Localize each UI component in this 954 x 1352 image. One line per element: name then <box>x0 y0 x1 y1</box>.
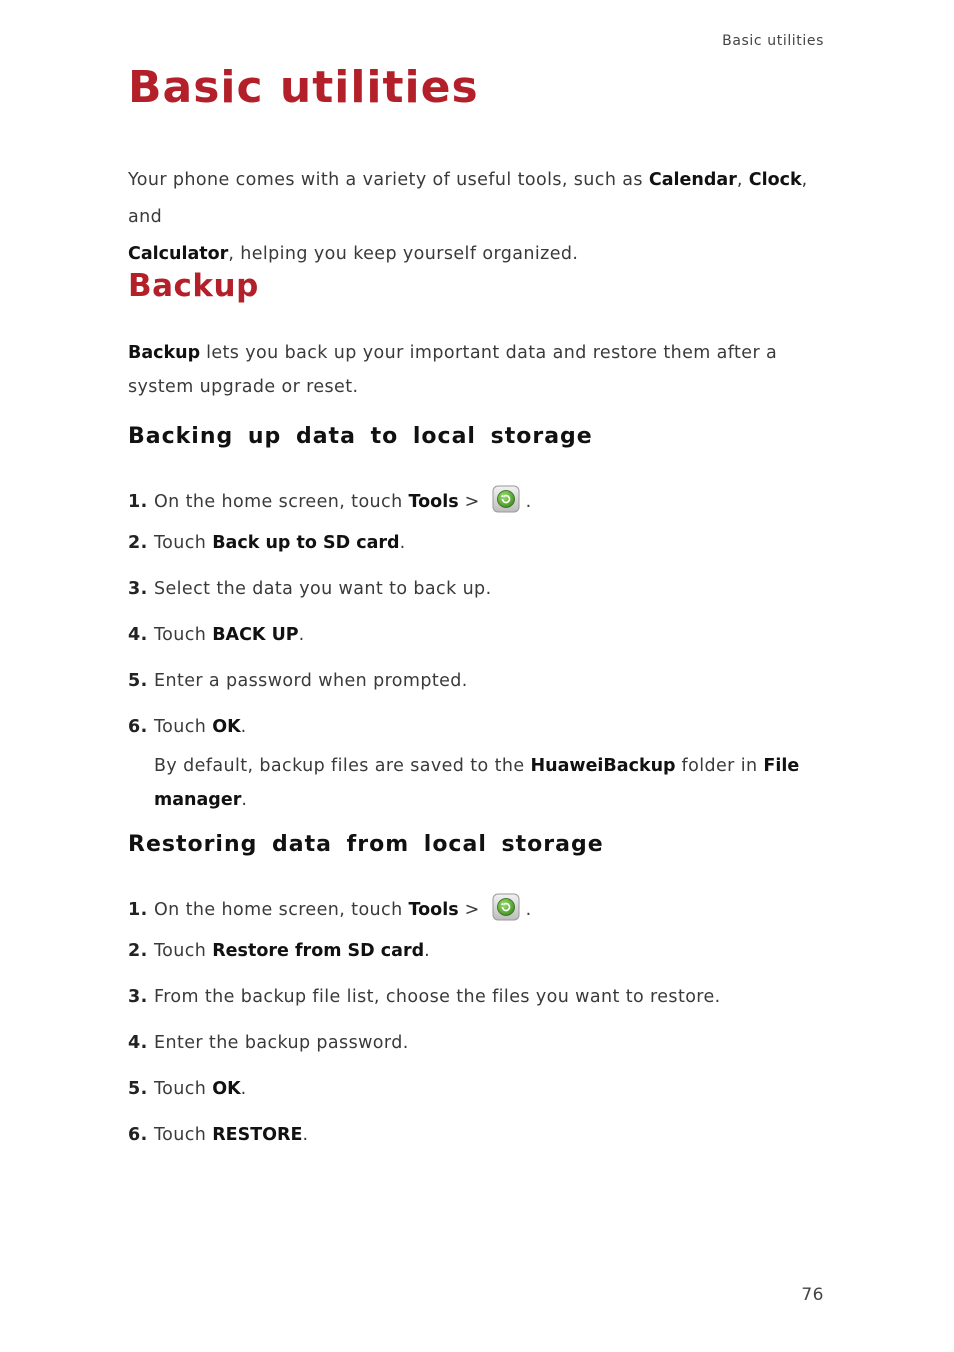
step-term: Back up to SD card <box>212 533 400 553</box>
step-number: 3. <box>128 579 148 599</box>
step-text: Select the data you want to back up. <box>154 579 492 599</box>
step-text: Touch <box>154 533 213 553</box>
step-number: 6. <box>128 1125 148 1145</box>
step-number: 6. <box>128 717 148 737</box>
restore-step-1 <box>128 893 828 939</box>
backup-step-1 <box>128 485 828 531</box>
intro-text-3: , helping you keep yourself organized. <box>228 244 579 264</box>
step-text: On the home screen, touch <box>154 492 409 512</box>
step-text: Touch <box>154 941 213 961</box>
backup-app-icon <box>492 485 520 520</box>
backing-up-steps <box>128 485 828 817</box>
folder-name: HuaweiBackup <box>530 756 676 776</box>
intro-paragraph <box>128 162 828 273</box>
step-number: 4. <box>128 1033 148 1053</box>
step-term: OK <box>212 1079 241 1099</box>
step-term: OK <box>212 717 241 737</box>
step-text: Touch <box>154 717 213 737</box>
backup-step-3 <box>128 577 828 623</box>
step-text: From the backup file list, choose the files you want to restore. <box>154 987 721 1007</box>
step-end: . <box>240 1079 247 1099</box>
step-term: RESTORE <box>212 1125 303 1145</box>
restore-step-5 <box>128 1077 828 1123</box>
backup-step-6 <box>128 715 828 817</box>
step-text: Touch <box>154 1079 213 1099</box>
restoring-subtitle: Restoring data from local storage <box>128 832 604 857</box>
step-number: 2. <box>128 533 148 553</box>
backup-intro-text: lets you back up your important data and restore them after a system upgrade or reset. <box>128 343 778 397</box>
backup-step-2 <box>128 531 828 577</box>
restore-step-2 <box>128 939 828 985</box>
restoring-steps <box>128 893 828 1169</box>
intro-text-1: Your phone comes with a variety of useful tools, such as <box>128 170 649 190</box>
page-number: 76 <box>801 1285 824 1305</box>
step-text: Enter a password when prompted. <box>154 671 468 691</box>
backup-intro-paragraph <box>128 336 828 404</box>
running-header: Basic utilities <box>722 33 824 49</box>
backup-app-icon <box>492 893 520 928</box>
step-term: BACK UP <box>212 625 299 645</box>
step-text: On the home screen, touch <box>154 900 409 920</box>
step-number: 5. <box>128 1079 148 1099</box>
step-term: Restore from SD card <box>212 941 425 961</box>
restore-step-3 <box>128 985 828 1031</box>
file-manager-term: File manager <box>154 756 800 810</box>
step-number: 5. <box>128 671 148 691</box>
calendar-term: Calendar <box>648 170 737 190</box>
chapter-title: Basic utilities <box>128 62 479 113</box>
tools-term: Tools <box>408 900 459 920</box>
restore-step-4 <box>128 1031 828 1077</box>
backup-section-title: Backup <box>128 268 259 304</box>
step-number: 1. <box>128 900 148 920</box>
step-text: Touch <box>154 625 213 645</box>
step-end: . <box>525 492 532 512</box>
backup-term: Backup <box>128 343 201 363</box>
step-number: 1. <box>128 492 148 512</box>
step-number: 2. <box>128 941 148 961</box>
step-text: Touch <box>154 1125 213 1145</box>
step-number: 4. <box>128 625 148 645</box>
clock-term: Clock <box>748 170 802 190</box>
intro-sep-1: , <box>736 170 749 190</box>
intro-text-2: , and <box>128 170 808 227</box>
step-text: Enter the backup password. <box>154 1033 409 1053</box>
backing-up-subtitle: Backing up data to local storage <box>128 424 593 449</box>
backup-step-4 <box>128 623 828 669</box>
tools-term: Tools <box>408 492 459 512</box>
step-separator: > <box>458 492 486 512</box>
step-end: . <box>240 717 247 737</box>
calculator-term: Calculator <box>128 244 229 264</box>
note-text: folder in <box>675 756 764 776</box>
backup-step-5 <box>128 669 828 715</box>
step-end: . <box>399 533 406 553</box>
restore-step-6 <box>128 1123 828 1169</box>
step-end: . <box>298 625 305 645</box>
step-end: . <box>424 941 431 961</box>
step-number: 3. <box>128 987 148 1007</box>
note-text: By default, backup files are saved to the <box>154 756 531 776</box>
step-separator: > <box>458 900 486 920</box>
backup-location-note <box>154 749 828 817</box>
note-end: . <box>241 790 248 810</box>
step-end: . <box>525 900 532 920</box>
step-end: . <box>302 1125 309 1145</box>
